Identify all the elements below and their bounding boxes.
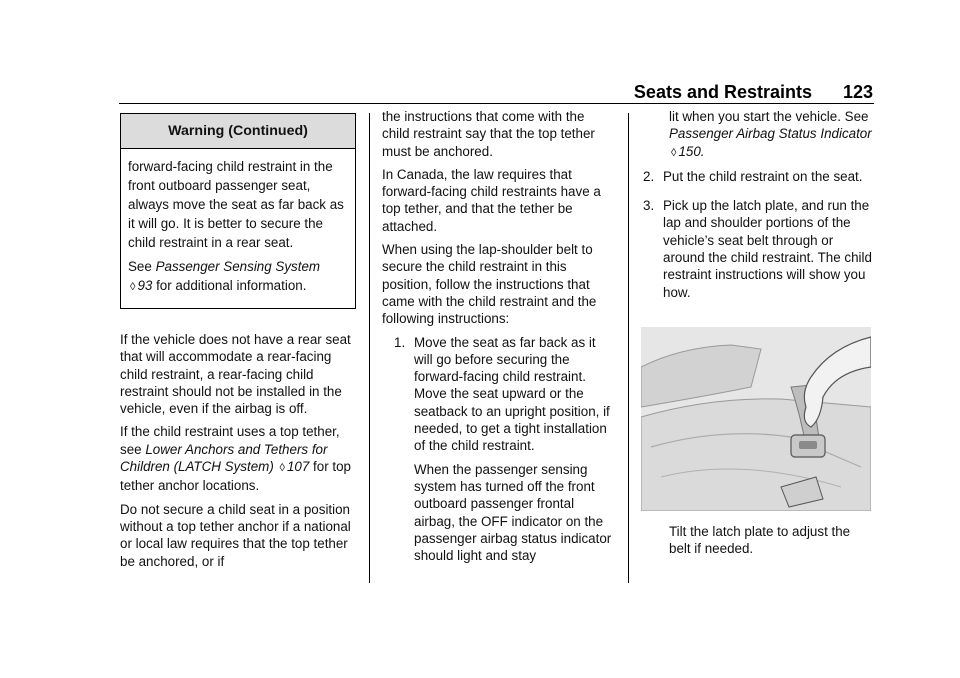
figure-caption: Tilt the latch plate to adjust the belt if needed. xyxy=(669,523,851,557)
xref-page-93[interactable]: 93 xyxy=(137,278,153,293)
column-divider-2 xyxy=(628,113,629,583)
warning-title: Warning (Continued) xyxy=(121,114,355,149)
section-title: Seats and Restraints xyxy=(633,82,812,102)
xref-passenger-sensing[interactable]: Passenger Sensing System xyxy=(155,259,321,274)
column-divider-1 xyxy=(369,113,370,583)
paragraph: If the child restraint uses a top tether, see Lower Anchors and Tethers for Children (LATCH System) ◊ 107 for top tether anchor locations. xyxy=(120,424,351,494)
list-item xyxy=(382,334,614,571)
column-1 xyxy=(120,113,356,576)
paragraph: Do not secure a child seat in a position without a top tether anchor if a national or local law requires that the top tether be anchored, or if xyxy=(120,501,351,569)
step-subtext: When the passenger sensing system has turned off the front outboard passenger frontal airbag, the OFF indicator on the passenger airbag status indicator should light and stay xyxy=(414,461,612,564)
page-ref-icon: ◊ xyxy=(130,281,136,293)
warning-box xyxy=(120,113,356,309)
warning-text: forward-facing child restraint in the front outboard passenger seat, always move the seat as far back as it will go. It is better to secure the child restraint in a rear seat. xyxy=(128,159,344,250)
list-item xyxy=(643,168,875,191)
list-item xyxy=(643,197,875,307)
seatbelt-illustration-svg xyxy=(641,327,871,511)
page-ref-icon: ◊ xyxy=(671,146,677,159)
paragraph: When using the lap-shoulder belt to secure the child restraint in this position, follow the instructions that came with the child restraint and the following instructions: xyxy=(382,242,597,327)
step-number: 2. xyxy=(643,168,655,184)
seatbelt-illustration xyxy=(641,327,871,511)
xref-airbag-status[interactable]: Passenger Airbag Status Indicator xyxy=(669,126,872,142)
paragraph: In Canada, the law requires that forward-facing child restraints have a top tether, and that the tether be attached. xyxy=(382,166,601,234)
page-number: 123 xyxy=(842,82,873,102)
step-text: Put the child restraint on the seat. xyxy=(663,168,863,184)
warning-body xyxy=(121,149,355,308)
step-number: 1. xyxy=(394,334,406,350)
column-2 xyxy=(382,108,614,576)
step-text: Move the seat as far back as it will go before securing the forward-facing child restraint. Move the seat upward or the seatback to an upright position, if needed, to get a tight installation of the child restraint. xyxy=(414,334,610,454)
step-text: Pick up the latch plate, and run the lap and shoulder portions of the vehicle’s seat belt through or around the child restraint. The child restraint instructions will show you how. xyxy=(663,198,872,300)
paragraph: If the vehicle does not have a rear seat that will accommodate a rear-facing child restraint, a rear-facing child restraint should not be installed in the vehicle, even if the airbag is off. xyxy=(120,332,351,417)
xref-page-107[interactable]: 107 xyxy=(286,459,310,475)
paragraph: the instructions that come with the child restraint say that the top tether must be anchored. xyxy=(382,109,595,159)
paragraph: lit when you start the vehicle. See Passenger Airbag Status Indicator ◊ 150. xyxy=(669,109,872,159)
step-number: 3. xyxy=(643,198,655,214)
column-3 xyxy=(643,108,875,564)
warning-see: See Passenger Sensing System ◊ 93 for additional information. xyxy=(128,259,321,293)
header-rule xyxy=(119,103,874,104)
xref-page-150[interactable]: 150 xyxy=(678,143,701,159)
xref-latch[interactable]: Lower Anchors and Tethers for Children (LATCH System) xyxy=(120,441,328,475)
page-ref-icon: ◊ xyxy=(279,462,285,475)
